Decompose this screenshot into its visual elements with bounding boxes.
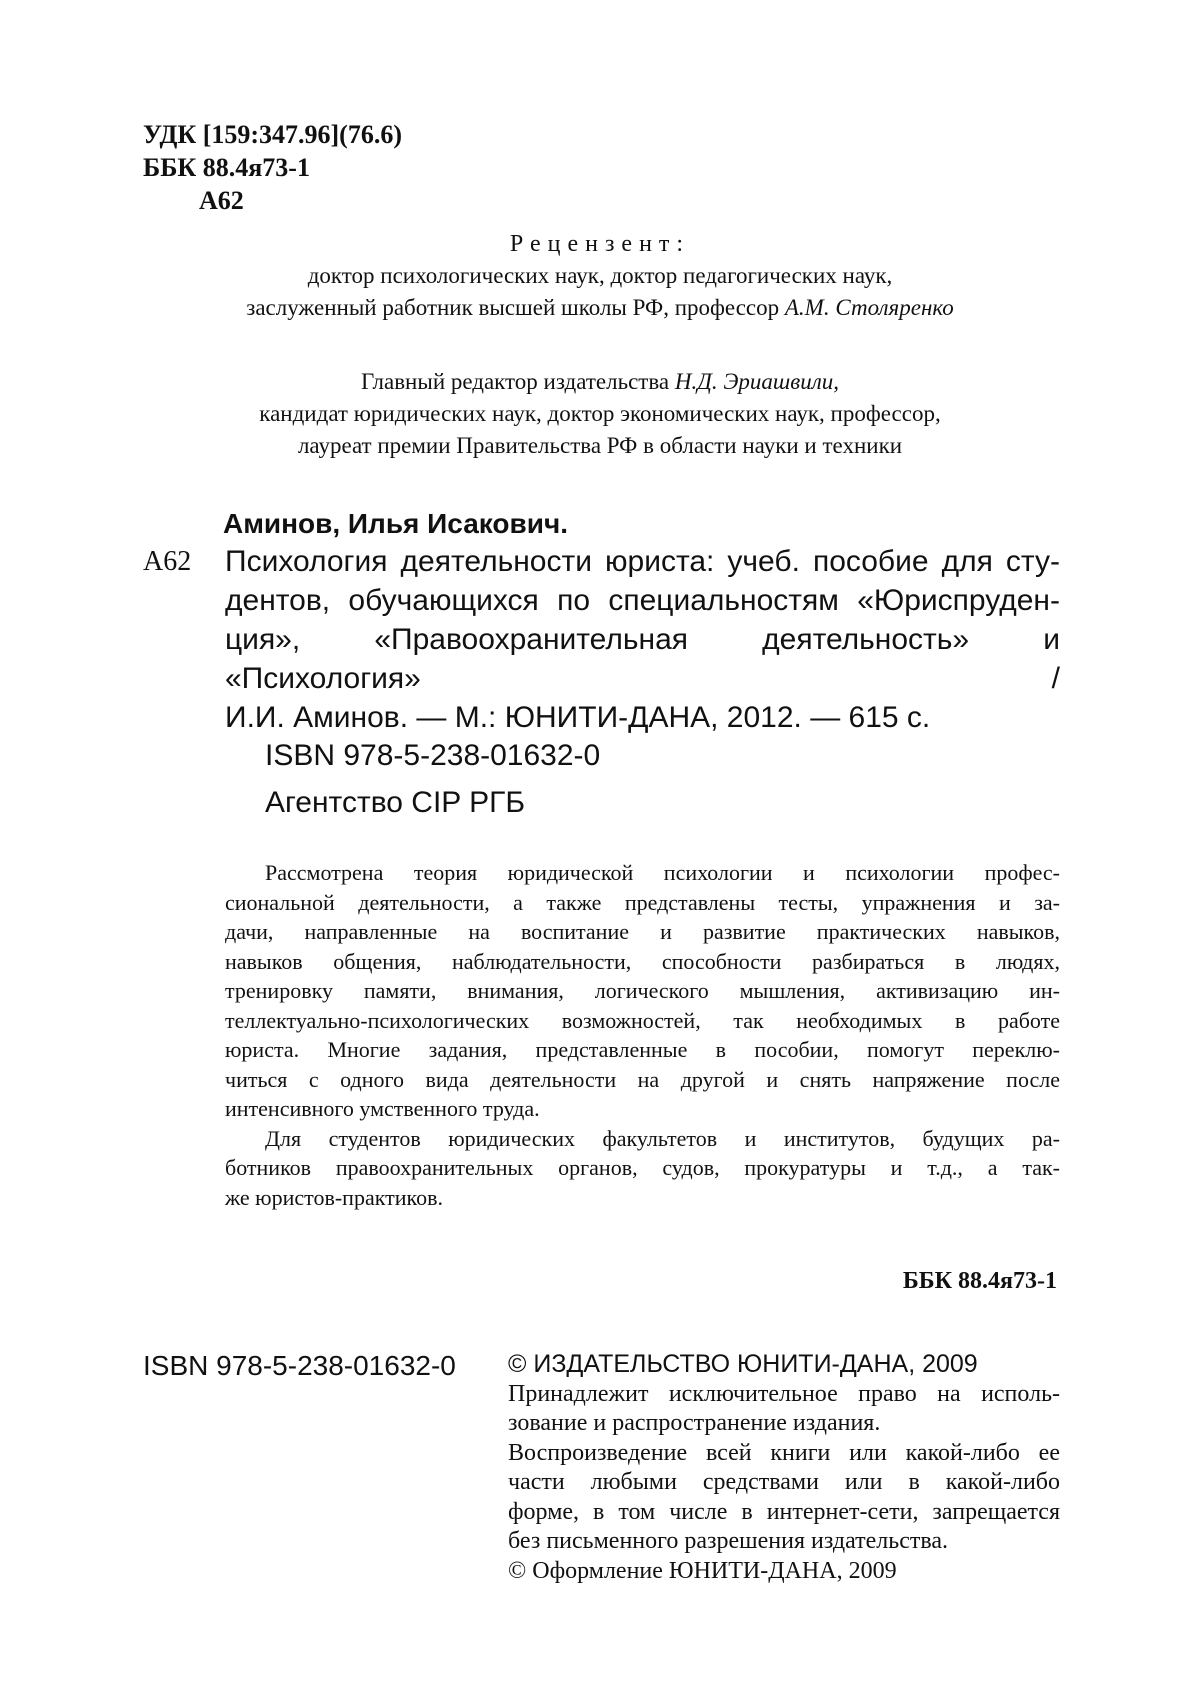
reviewer-title: заслуженный работник высшей школы РФ, профессор: [246, 295, 779, 320]
editor-line-2: кандидат юридических наук, доктор экономических наук, профессор,: [150, 398, 1050, 430]
annotation-line: навыков общения, наблюдательности, способности разбираться в людях,: [225, 947, 1060, 977]
editor-line-3: лауреат премии Правительства РФ в области науки и техники: [150, 430, 1050, 462]
annotation-paragraph-2: [225, 1124, 1060, 1213]
bbk-code-bottom: ББК 88.4я73-1: [903, 1268, 1057, 1295]
isbn-block: [265, 732, 600, 826]
annotation: [225, 858, 1060, 1212]
classification-codes: [143, 118, 402, 217]
copyright-block: [508, 1350, 1060, 1586]
cip-agency: Агентство CIP РГБ: [265, 779, 600, 826]
annotation-line: теллектуально-психологических возможностей, так необходимых в работе: [225, 1006, 1060, 1036]
reviewer-block: [160, 228, 1040, 324]
udk-code: УДК [159:347.96](76.6): [143, 118, 402, 151]
author-mark: А62: [143, 184, 402, 217]
footer-isbn: ISBN 978-5-238-01632-0: [143, 1350, 456, 1382]
copyright-line: © Оформление ЮНИТИ-ДАНА, 2009: [508, 1557, 1060, 1587]
copyright-line: зование и распространение издания.: [508, 1409, 1060, 1439]
copyright-heading: © ИЗДАТЕЛЬСТВО ЮНИТИ-ДАНА, 2009: [508, 1350, 1060, 1380]
reviewer-label: Рецензент:: [160, 228, 1040, 260]
annotation-line: сиональной деятельности, а также представлены тесты, упражнения и за-: [225, 888, 1060, 918]
editor-block: [150, 366, 1050, 462]
copyright-line: без письменного разрешения издательства.: [508, 1527, 1060, 1557]
annotation-line: Рассмотрена теория юридической психологии и психологии профес-: [225, 858, 1060, 888]
annotation-line: Для студентов юридических факультетов и институтов, будущих ра-: [225, 1124, 1060, 1154]
bbk-code: ББК 88.4я73-1: [143, 151, 402, 184]
annotation-line: интенсивного умственного труда.: [225, 1094, 1060, 1124]
catalog-index: А62: [143, 546, 191, 578]
editor-line-1: [150, 366, 1050, 398]
copyright-line: форме, в том числе в интернет-сети, запрещается: [508, 1498, 1060, 1528]
copyright-line: Принадлежит исключительное право на исполь-: [508, 1380, 1060, 1410]
copyright-line: Воспроизведение всей книги или какой-либо ее: [508, 1439, 1060, 1469]
book-author: Аминов, Илья Исакович.: [223, 508, 568, 540]
book-description: [225, 542, 1060, 737]
editor-role: Главный редактор издательства: [361, 369, 669, 394]
annotation-line: ботников правоохранительных органов, судов, прокуратуры и т.д., а так-: [225, 1153, 1060, 1183]
copyright-line: части любыми средствами или в какой-либо: [508, 1468, 1060, 1498]
book-desc-line: И.И. Аминов. — М.: ЮНИТИ-ДАНА, 2012. — 615 с.: [225, 698, 1060, 737]
book-desc-line: ция», «Правоохранительная деятельность» и «Психология» /: [225, 620, 1060, 698]
reviewer-line-1: доктор психологических наук, доктор педагогических наук,: [160, 260, 1040, 292]
annotation-line: дачи, направленные на воспитание и развитие практических навыков,: [225, 917, 1060, 947]
annotation-line: же юристов-практиков.: [225, 1183, 1060, 1213]
editor-name: Н.Д. Эриашвили,: [675, 369, 839, 394]
book-desc-line: дентов, обучающихся по специальностям «Юриспруден-: [225, 581, 1060, 620]
book-desc-line: Психология деятельности юриста: учеб. пособие для сту-: [225, 542, 1060, 581]
annotation-line: тренировку памяти, внимания, логического мышления, активизацию ин-: [225, 976, 1060, 1006]
annotation-line: читься с одного вида деятельности на другой и снять напряжение после: [225, 1065, 1060, 1095]
annotation-paragraph-1: [225, 858, 1060, 1124]
reviewer-name: А.М. Столяренко: [785, 295, 954, 320]
annotation-line: юриста. Многие задания, представленные в пособии, помогут переклю-: [225, 1035, 1060, 1065]
book-isbn: ISBN 978-5-238-01632-0: [265, 732, 600, 779]
reviewer-line-2: [160, 292, 1040, 324]
